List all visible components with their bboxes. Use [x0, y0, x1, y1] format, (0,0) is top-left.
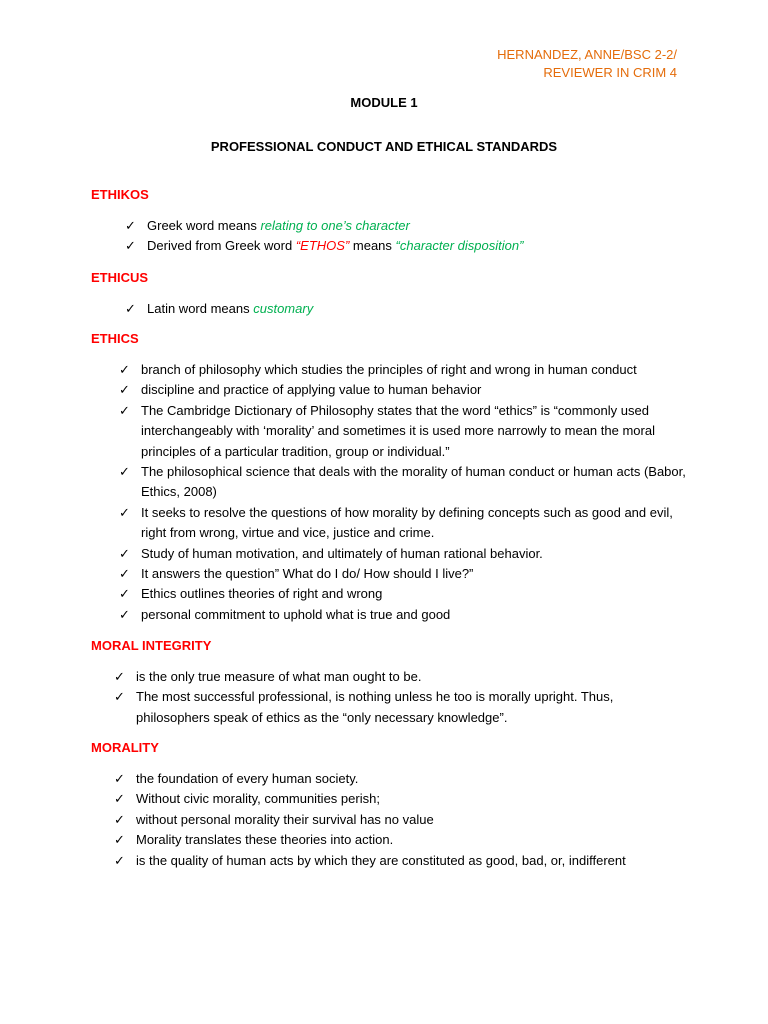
item-text: personal commitment to uphold what is true and good — [141, 606, 451, 622]
section-title-ethics: ETHICS — [91, 331, 139, 346]
item-text: It seeks to resolve the questions of how morality by defining concepts such as good and evil, right from wrong, virtue and vice, justice and crime. — [141, 504, 673, 541]
list-item — [125, 216, 687, 236]
list-item — [114, 769, 696, 789]
author-header — [497, 46, 677, 82]
item-text: Greek word means — [147, 218, 261, 233]
item-text: Derived from Greek word — [147, 238, 296, 254]
list-item — [119, 380, 686, 400]
check-icon: ✓ — [114, 771, 125, 786]
list-item — [119, 503, 686, 544]
check-icon: ✓ — [114, 852, 125, 868]
item-text: the foundation of every human society. — [136, 771, 359, 786]
item-text: The philosophical science that deals with the morality of human conduct or human acts (Babor, Ethics, 2008) — [141, 464, 686, 500]
check-icon: ✓ — [125, 218, 136, 233]
check-icon: ✓ — [119, 504, 130, 520]
item-text: Ethics outlines theories of right and wrong — [141, 586, 383, 602]
item-text: The Cambridge Dictionary of Philosophy states that the word “ethics” is “commonly used interchangeably with ‘morality’ and sometimes it is used more narrowly to mean the moral principles of a particular tradition, group or individual.” — [141, 402, 655, 459]
item-red-term: “ETHOS” — [295, 238, 350, 254]
list-item — [114, 810, 696, 830]
list-item — [114, 830, 696, 850]
list-item — [125, 236, 687, 256]
list-item — [114, 789, 696, 809]
list-item — [114, 687, 686, 728]
list-item — [119, 401, 686, 462]
item-text: branch of philosophy which studies the principles of right and wrong in human conduct — [141, 362, 637, 377]
author-line: HERNANDEZ, ANNE/BSC 2-2/ — [497, 47, 677, 62]
check-icon: ✓ — [114, 811, 125, 827]
check-icon: ✓ — [119, 464, 130, 480]
check-icon: ✓ — [114, 669, 125, 684]
section-title-morality: MORALITY — [91, 740, 159, 755]
list-item — [125, 299, 687, 319]
check-icon: ✓ — [125, 301, 136, 316]
moral-integrity-list — [114, 667, 686, 728]
item-emphasis: relating to one’s character — [260, 218, 410, 233]
list-item — [119, 360, 686, 380]
ethikos-list — [125, 216, 687, 257]
list-item — [119, 564, 686, 584]
check-icon: ✓ — [119, 566, 130, 582]
section-title-moral-integrity: MORAL INTEGRITY — [91, 638, 212, 653]
document-title: PROFESSIONAL CONDUCT AND ETHICAL STANDARDS — [210, 139, 558, 154]
list-item — [119, 544, 686, 564]
item-text: discipline and practice of applying value to human behavior — [141, 382, 482, 398]
item-text: Without civic morality, communities perish; — [136, 791, 380, 807]
ethics-list — [119, 360, 686, 625]
check-icon: ✓ — [114, 791, 125, 807]
module-title: MODULE 1 — [350, 95, 418, 110]
item-text-mid: means — [349, 238, 396, 254]
item-text: is the quality of human acts by which they are constituted as good, bad, or, indifferent — [136, 852, 626, 868]
item-text: It answers the question” What do I do/ How should I live?” — [141, 566, 474, 582]
morality-list — [114, 769, 696, 871]
check-icon: ✓ — [119, 606, 130, 622]
item-text: Morality translates these theories into action. — [136, 832, 394, 848]
reviewer-line: REVIEWER IN CRIM 4 — [543, 65, 677, 80]
list-item — [119, 605, 686, 625]
item-text: The most successful professional, is nothing unless he too is morally upright. Thus, philosophers speak of ethics as the “only necessary knowledge”. — [136, 689, 614, 725]
ethicus-list — [125, 299, 687, 319]
check-icon: ✓ — [114, 689, 125, 705]
item-text: without personal morality their survival has no value — [136, 811, 434, 827]
item-emphasis: “character disposition” — [395, 238, 524, 254]
item-emphasis: customary — [253, 301, 314, 316]
list-item — [119, 462, 686, 503]
item-text: Latin word means — [147, 301, 254, 316]
check-icon: ✓ — [119, 402, 130, 418]
check-icon: ✓ — [114, 832, 125, 848]
section-title-ethikos: ETHIKOS — [91, 187, 149, 202]
list-item — [119, 584, 686, 604]
check-icon: ✓ — [119, 382, 130, 398]
section-title-ethicus: ETHICUS — [91, 270, 149, 285]
check-icon: ✓ — [125, 238, 136, 254]
list-item — [114, 667, 686, 687]
check-icon: ✓ — [119, 362, 130, 377]
item-text: is the only true measure of what man ought to be. — [136, 669, 422, 684]
item-text: Study of human motivation, and ultimately of human rational behavior. — [141, 545, 543, 561]
list-item — [114, 851, 696, 871]
check-icon: ✓ — [119, 586, 130, 602]
check-icon: ✓ — [119, 545, 130, 561]
